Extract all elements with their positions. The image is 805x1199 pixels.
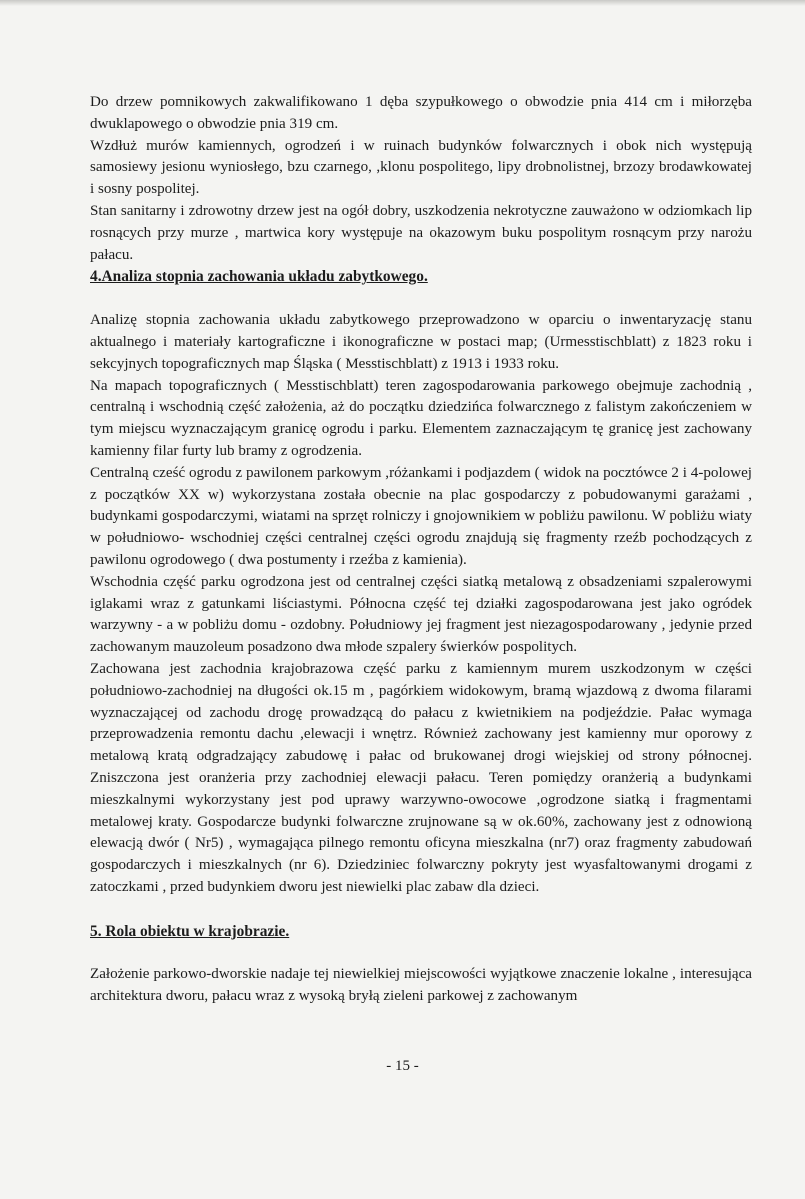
paragraph-monumental-trees: Do drzew pomnikowych zakwalifikowano 1 dęba szypułkowego o obwodzie pnia 414 cm i miłorzęba dwuklapowego o obwodzie pnia 319 cm. — [90, 94, 752, 132]
spacer — [90, 288, 752, 310]
section-heading-5: 5. Rola obiektu w krajobrazie. — [90, 922, 290, 940]
page-number: - 15 - — [386, 1058, 419, 1074]
paragraph-western-park: Zachowana jest zachodnia krajobrazowa część parku z kamiennym murem uszkodzonym w części południowo-zachodniej na długości ok.15 m , pagórkiem widokowym, bramą wjazdową z dwoma filarami wyznaczającej od zachodu drogę prowadzącą do pałacu z kwietnikiem na podjeździe. Pałac wymaga przeprowadzenia remontu dachu ,elewacji i wnętrz. Również zachowany jest kamienny mur oporowy z metalową kratą odgradzający zabudowę i pałac od brukowanej drogi wiejskiej od strony północnej. Zniszczona jest oranżeria przy zachodniej elewacji pałacu. Teren pomiędzy oranżerią a budynkami mieszkalnymi wykorzystany jest pod uprawy warzywno-owocowe ,ogrodzone siatką i fragmentami metalowej kraty. Gospodarcze budynki folwarczne zrujnowane są w ok.60%, zachowany jest z odnowioną elewacją dwór ( Nr5) , wymagająca pilnego remontu oficyna mieszkalna (nr7) oraz fragmenty zabudowań gospodarczych i mieszkalnych (nr 6). Dziedziniec folwarczny pokryty jest wyasfaltowanymi drogami z zatoczkami , przed budynkiem dworu jest niewielki plac zabaw dla dzieci. — [90, 660, 752, 895]
paragraph-topographic-maps: Na mapach topograficznych ( Messtischblatt) teren zagospodarowania parkowego obejmuje zachodnią , centralną i wschodnią część założenia, aż do początku dziedzińca folwarcznego z falistym zakończeniem w tym miejscu wyznaczającym granicę ogrodu i parku. Elementem zaznaczającym tę granicę jest zachowany kamienny filar furty lub bramy z ogrodzenia. — [90, 377, 752, 459]
scan-edge-shadow — [0, 0, 805, 6]
spacer — [90, 899, 752, 921]
paragraph-eastern-park: Wschodnia część parku ogrodzona jest od centralnej części siatką metalową z obsadzeniami szpalerowymi iglakami wraz z gatunkami liściastymi. Północna część tej działki zagospodarowana jest jako ogródek warzywny - a w pobliżu domu - ozdobny. Południowy jej fragment jest niezagospodarowany , jedynie przed zachowanym mauzoleum posadzono dwa młode szpalery świerków pospolitych. — [90, 573, 752, 656]
paragraph-central-garden: Centralną cześć ogrodu z pawilonem parkowym ,różankami i podjazdem ( widok na pocztówce 2 i 4-polowej z początków XX w) wykorzystana została obecnie na plac gospodarczy z pobudowanymi garażami , budynkami gospodarczymi, wiatami na sprzęt rolniczy i gnojownikiem w pobliżu pawilonu. W pobliżu wiaty w południowo- wschodniej części centralnej części ogrodu znajdują się fragmenty rzeźb pochodzących z pawilonu ogrodowego ( dwa postumenty i rzeźba z kamienia). — [90, 464, 752, 568]
paragraph-self-seeded-trees: Wzdłuż murów kamiennych, ogrodzeń i w ruinach budynków folwarcznych i obok nich występują samosiewy jesionu wyniosłego, bzu czarnego, ,klonu pospolitego, lipy drobnolistnej, brzozy brodawkowatej i sosny pospolitej. — [90, 137, 752, 198]
paragraph-analysis-method: Analizę stopnia zachowania układu zabytkowego przeprowadzono w oparciu o inwentaryzację stanu aktualnego i materiały kartograficzne i ikonograficzne w postaci map; (Urmesstischblatt) z 1823 roku i sekcyjnych topograficznych map Śląska ( Messtischblatt) z 1913 i 1933 roku. — [90, 312, 752, 372]
paragraph-sanitary-state: Stan sanitarny i zdrowotny drzew jest na ogół dobry, uszkodzenia nekrotyczne zauważono w odziomkach lip rosnących przy murze , martwica kory występuje na okazowym buku pospolitym rosnącym przy narożu pałacu. — [90, 202, 752, 263]
paragraph-landscape-role: Założenie parkowo-dworskie nadaje tej niewielkiej miejscowości wyjątkowe znaczenie lokalne , interesująca architektura dworu, pałacu wraz z wysoką bryłą zieleni parkowej z zachowanym — [90, 966, 752, 1005]
section-heading-4: 4.Analiza stopnia zachowania układu zabytkowego. — [90, 268, 428, 286]
spacer — [90, 942, 752, 964]
document-body — [90, 92, 752, 1008]
